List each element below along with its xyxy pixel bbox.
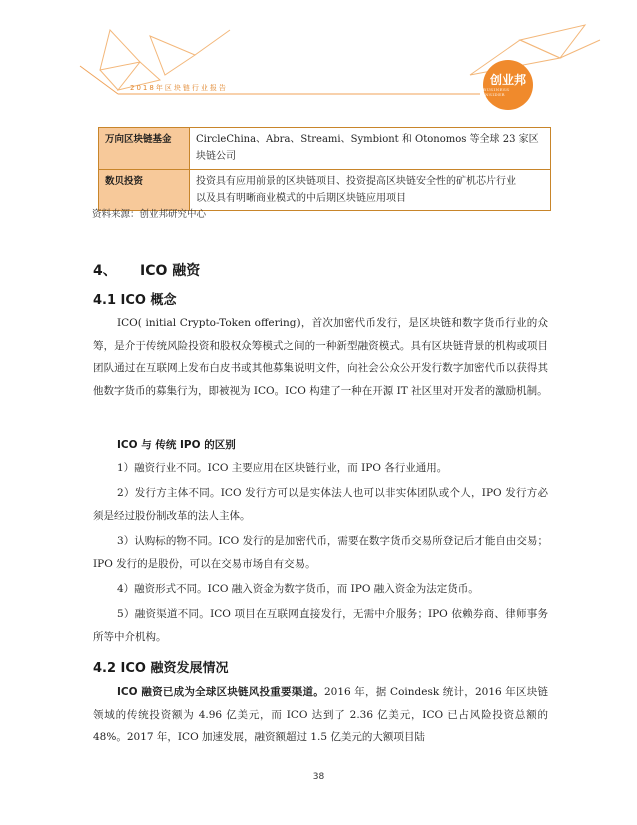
table-row [99, 128, 551, 170]
table-label: 数贝投资 [99, 170, 190, 211]
investor-table [98, 127, 551, 211]
table-label: 万向区块链基金 [99, 128, 190, 170]
source-note: 资料来源：创业邦研究中心 [92, 209, 207, 220]
logo-main-text: 创业邦 [489, 72, 526, 87]
list-item [93, 578, 548, 601]
list-item [93, 530, 548, 575]
paragraph [93, 312, 548, 402]
header-title: 2018年区块链行业报告 [130, 84, 228, 92]
paragraph-lead: ICO 融资已成为全球区块链风投重要渠道。 [117, 686, 324, 698]
paragraph [93, 681, 548, 749]
subsection-heading: 4.2 ICO 融资发展情况 [93, 661, 229, 676]
logo [483, 60, 533, 110]
list-item-text: 5）融资渠道不同。ICO 项目在互联网直接发行，无需中介服务；IPO 依赖券商、律师事务所等中介机构。 [93, 608, 548, 643]
table-value [190, 128, 551, 170]
header-decoration [0, 0, 637, 120]
difference-heading: ICO 与 传统 IPO 的区别 [117, 439, 236, 451]
table-row [99, 170, 551, 211]
page-number: 38 [312, 772, 325, 782]
table-value [190, 170, 551, 211]
paragraph-text: ICO( initial Crypto-Token offering)，首次加密代币发行，是区块链和数字货币行业的众筹，是介于传统风险投资和股权众筹模式之间的一种新型融资模式。具有区块链背景的机构或项目团队通过在互联网上发布白皮书或其他募集说明文件，向社会公众公开发行数字加密代币以获得其他数字货币的募集行为，即被视为 ICO。ICO 构建了一种在开源 IT 社区里对开发者的激励机制。 [93, 317, 548, 397]
section-number: 4、 [93, 263, 117, 279]
list-item [93, 482, 548, 527]
list-item [93, 457, 548, 480]
subsection-heading: 4.1 ICO 概念 [93, 293, 177, 308]
paragraph-text: 2016 年，据 Coindesk 统计，2016 年区块链领域的传统投资额为 4.96 亿美元，而 ICO 达到了 2.36 亿美元，ICO 已占风险投资总额的 48%。2017 年，ICO 加速发展，融资额超过 1.5 亿美元的大额项目陆 [93, 686, 548, 743]
list-item [93, 603, 548, 648]
list-item-text: 2）发行方主体不同。ICO 发行方可以是实体法人也可以非实体团队或个人，IPO 发行方必须是经过股份制改革的法人主体。 [93, 487, 548, 522]
list-item-text: 3）认购标的物不同。ICO 发行的是加密代币，需要在数字货币交易所登记后才能自由交易；IPO 发行的是股份，可以在交易市场自有交易。 [93, 535, 548, 570]
table-value-line: 投资具有应用前景的区块链项目、投资提高区块链安全性的矿机芯片行业 [196, 176, 516, 187]
table-value-line: 以及具有明晰商业模式的中后期区块链应用项目 [196, 193, 406, 204]
table-value-line: CircleChina、Abra、Streami、Symbiont 和 Otonomos 等全球 23 家区 [196, 134, 539, 145]
table-value-line: 块链公司 [196, 151, 236, 162]
list-item-text: 4）融资形式不同。ICO 融入资金为数字货币，而 IPO 融入资金为法定货币。 [117, 583, 479, 595]
list-item-text: 1）融资行业不同。ICO 主要应用在区块链行业，而 IPO 各行业通用。 [117, 462, 448, 474]
section-heading [93, 260, 200, 280]
logo-sub-text: BUSINESS INSIDER [483, 86, 510, 97]
section-title: ICO 融资 [140, 263, 201, 279]
